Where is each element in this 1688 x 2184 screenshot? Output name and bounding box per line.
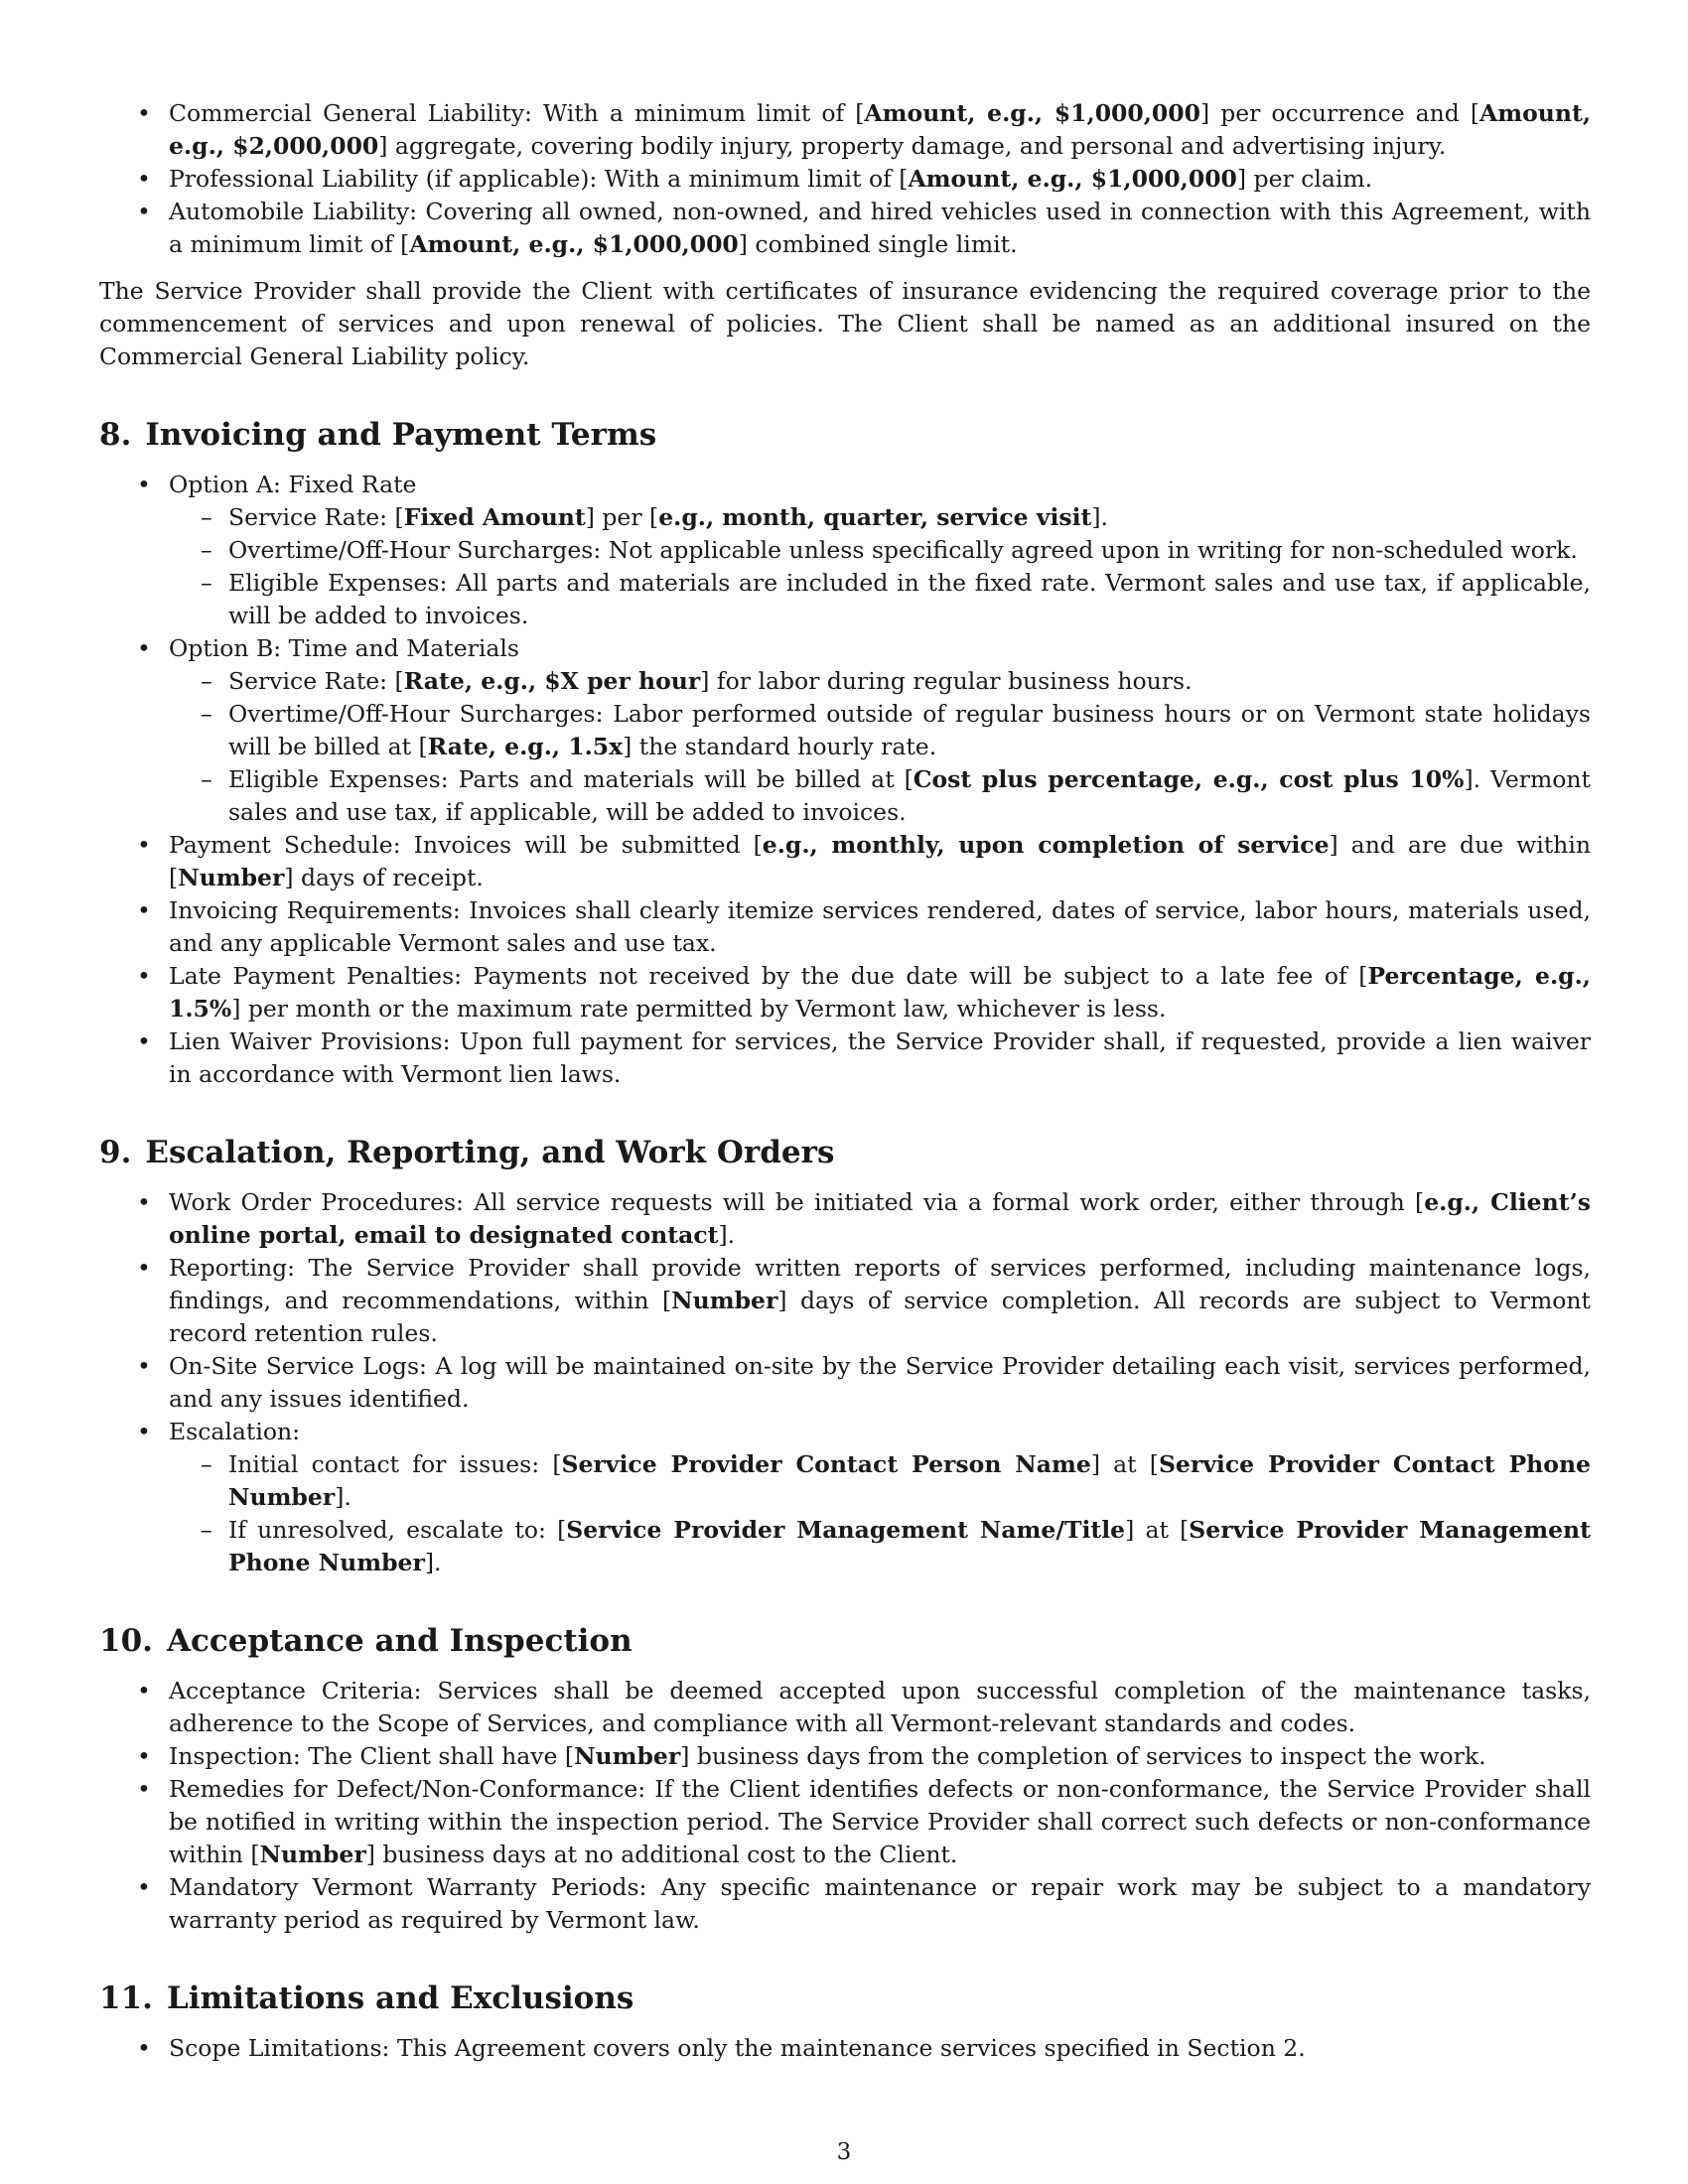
section-bullet-list xyxy=(99,2032,1591,2065)
list-item xyxy=(99,1416,1591,1579)
text-run: ] business days at no additional cost to the Client. xyxy=(365,1841,958,1868)
placeholder-bold-text: Amount, e.g., $1,000,000 xyxy=(864,99,1200,127)
placeholder-bold-text: Number xyxy=(178,864,285,891)
placeholder-bold-text: e.g., monthly, upon completion of service xyxy=(762,831,1330,859)
placeholder-bold-text: Number xyxy=(671,1287,778,1314)
text-run: Inspection: The Client shall have [ xyxy=(169,1742,575,1770)
text-run: Option B: Time and Materials xyxy=(169,634,519,662)
list-item xyxy=(99,960,1591,1025)
text-run: ] aggregate, covering bodily injury, property damage, and personal and advertising injury. xyxy=(378,132,1447,160)
sub-list-item xyxy=(169,501,1591,534)
text-run: Overtime/Off-Hour Surcharges: Labor performed outside of regular business hours or on Vermont state holidays will be billed at [ xyxy=(228,700,1591,760)
sub-list-item xyxy=(169,1448,1591,1514)
placeholder-bold-text: Service Provider Contact Phone Number xyxy=(228,1450,1591,1511)
list-item xyxy=(99,1186,1591,1252)
text-run: Escalation: xyxy=(169,1418,301,1445)
placeholder-bold-text: Service Provider Management Phone Number xyxy=(228,1516,1591,1576)
placeholder-bold-text: Percentage, e.g., 1.5% xyxy=(169,962,1591,1023)
list-item xyxy=(99,97,1591,163)
placeholder-bold-text: Number xyxy=(574,1742,681,1770)
text-run: Overtime/Off-Hour Surcharges: Not applicable unless specifically agreed upon in writing for non-scheduled work. xyxy=(228,536,1578,564)
text-run: ] per [ xyxy=(585,503,659,531)
section-title: Acceptance and Inspection xyxy=(166,1623,633,1659)
placeholder-bold-text: e.g., month, quarter, service visit xyxy=(658,503,1092,531)
list-item xyxy=(99,894,1591,960)
section-heading xyxy=(99,1621,1591,1661)
text-run: On-Site Service Logs: A log will be maintained on-site by the Service Provider detailing each visit, services performed, and any issues identified. xyxy=(169,1352,1591,1413)
section-title: Limitations and Exclusions xyxy=(166,1980,634,2016)
section-heading xyxy=(99,415,1591,455)
list-item xyxy=(99,2032,1591,2065)
placeholder-bold-text: Rate, e.g., 1.5x xyxy=(427,733,624,760)
list-item xyxy=(99,1025,1591,1091)
text-run: ] at [ xyxy=(1090,1450,1159,1478)
list-item xyxy=(99,1740,1591,1773)
section-bullet-list xyxy=(99,1186,1591,1579)
text-run: ] days of receipt. xyxy=(284,864,484,891)
insurance-coverage-list xyxy=(99,97,1591,261)
text-run: Eligible Expenses: All parts and materials are included in the fixed rate. Vermont sales and use tax, if applicable, will be added to invoices. xyxy=(228,569,1591,629)
placeholder-bold-text: Fixed Amount xyxy=(403,503,586,531)
text-run: Late Payment Penalties: Payments not received by the due date will be subject to a late fee of [ xyxy=(169,962,1368,990)
list-item xyxy=(99,632,1591,829)
text-run: Service Rate: [ xyxy=(228,503,404,531)
text-run: ]. xyxy=(718,1221,736,1249)
text-run: Automobile Liability: Covering all owned, non-owned, and hired vehicles used in connection with this Agreement, with a minimum limit of [ xyxy=(169,198,1591,258)
text-run: Commercial General Liability: With a minimum limit of [ xyxy=(169,99,865,127)
text-run: ]. xyxy=(1091,503,1109,531)
sub-list-item xyxy=(169,665,1591,698)
section-bullet-list xyxy=(99,1675,1591,1937)
placeholder-bold-text: Amount, e.g., $1,000,000 xyxy=(409,230,739,258)
text-run: ] at [ xyxy=(1125,1516,1190,1544)
section-heading xyxy=(99,1979,1591,2018)
list-item xyxy=(99,196,1591,261)
text-run: Scope Limitations: This Agreement covers only the maintenance services specified in Section 2. xyxy=(169,2034,1306,2062)
text-run: Remedies for Defect/Non-Conformance: If the Client identifies defects or non-conformance, the Service Provider shall be notified in writing within the inspection period. The Service Provider shall correct such defects or non-conformance within [ xyxy=(169,1775,1591,1868)
text-run: Invoicing Requirements: Invoices shall clearly itemize services rendered, dates of service, labor hours, materials used, and any applicable Vermont sales and use tax. xyxy=(169,896,1591,957)
list-item xyxy=(99,829,1591,894)
text-run: Acceptance Criteria: Services shall be deemed accepted upon successful completion of the maintenance tasks, adherence to the Scope of Services, and compliance with all Vermont-relevant standards and codes. xyxy=(169,1677,1591,1737)
list-item xyxy=(99,1675,1591,1740)
sub-list xyxy=(169,665,1591,829)
text-run: ] combined single limit. xyxy=(738,230,1018,258)
text-run: ] the standard hourly rate. xyxy=(623,733,937,760)
text-run: Work Order Procedures: All service requests will be initiated via a formal work order, either through [ xyxy=(169,1188,1425,1216)
section-number: 11. xyxy=(99,1980,153,2016)
placeholder-bold-text: e.g., Client’s online portal, email to designated contact xyxy=(169,1188,1591,1249)
insurance-certificate-paragraph: The Service Provider shall provide the Client with certificates of insurance evidencing the required coverage prior to the commencement of services and upon renewal of policies. The Client shall be named as an additional insured on the Commercial General Liability policy. xyxy=(99,277,1591,370)
text-run: Lien Waiver Provisions: Upon full payment for services, the Service Provider shall, if requested, provide a lien waiver in accordance with Vermont lien laws. xyxy=(169,1027,1591,1088)
page-number: 3 xyxy=(836,2139,852,2165)
document-page xyxy=(99,97,1591,2065)
text-run: Mandatory Vermont Warranty Periods: Any specific maintenance or repair work may be subject to a mandatory warranty period as required by Vermont law. xyxy=(169,1873,1591,1934)
section-title: Escalation, Reporting, and Work Orders xyxy=(145,1135,835,1170)
list-item xyxy=(99,1871,1591,1937)
sub-list-item xyxy=(169,698,1591,763)
section-number: 8. xyxy=(99,417,132,453)
text-run: ]. Vermont sales and use tax, if applicable, will be added to invoices. xyxy=(228,765,1592,826)
text-run: Option A: Fixed Rate xyxy=(169,471,417,498)
section-title: Invoicing and Payment Terms xyxy=(145,417,657,453)
list-item xyxy=(99,1350,1591,1416)
list-item xyxy=(99,163,1591,196)
text-run: ] per claim. xyxy=(1236,165,1373,193)
text-run: ]. xyxy=(335,1483,352,1511)
sub-list xyxy=(169,1448,1591,1579)
text-run: Professional Liability (if applicable): With a minimum limit of [ xyxy=(169,165,909,193)
placeholder-bold-text: Amount, e.g., $2,000,000 xyxy=(169,99,1591,160)
section-bullet-list xyxy=(99,469,1591,1091)
section-heading xyxy=(99,1133,1591,1172)
placeholder-bold-text: Rate, e.g., $X per hour xyxy=(403,667,701,695)
text-run: ] per month or the maximum rate permitted by Vermont law, whichever is less. xyxy=(231,995,1167,1023)
text-run: ] business days from the completion of services to inspect the work. xyxy=(680,1742,1486,1770)
text-run: ] per occurrence and [ xyxy=(1200,99,1480,127)
section-number: 9. xyxy=(99,1135,132,1170)
sub-list-item xyxy=(169,567,1591,632)
text-run: Reporting: The Service Provider shall provide written reports of services performed, including maintenance logs, findings, and recommendations, within [ xyxy=(169,1254,1591,1314)
sub-list-item xyxy=(169,1514,1591,1579)
section-number: 10. xyxy=(99,1623,153,1659)
text-run: ] and are due within [ xyxy=(169,831,1591,891)
placeholder-bold-text: Service Provider Contact Person Name xyxy=(561,1450,1091,1478)
text-run: If unresolved, escalate to: [ xyxy=(228,1516,567,1544)
list-item xyxy=(99,1252,1591,1350)
text-run: Eligible Expenses: Parts and materials will be billed at [ xyxy=(228,765,914,793)
list-item xyxy=(99,1773,1591,1871)
text-run: Initial contact for issues: [ xyxy=(228,1450,562,1478)
placeholder-bold-text: Service Provider Management Name/Title xyxy=(566,1516,1126,1544)
text-run: ] days of service completion. All records are subject to Vermont record retention rules. xyxy=(169,1287,1591,1347)
sub-list-item xyxy=(169,534,1591,567)
placeholder-bold-text: Amount, e.g., $1,000,000 xyxy=(908,165,1237,193)
sections-container xyxy=(99,415,1591,2065)
sub-list-item xyxy=(169,763,1591,829)
text-run: Service Rate: [ xyxy=(228,667,404,695)
text-run: ]. xyxy=(424,1549,442,1576)
placeholder-bold-text: Number xyxy=(259,1841,366,1868)
list-item xyxy=(99,469,1591,632)
text-run: ] for labor during regular business hours. xyxy=(700,667,1193,695)
text-run: Payment Schedule: Invoices will be submitted [ xyxy=(169,831,763,859)
placeholder-bold-text: Cost plus percentage, e.g., cost plus 10% xyxy=(913,765,1465,793)
sub-list xyxy=(169,501,1591,632)
